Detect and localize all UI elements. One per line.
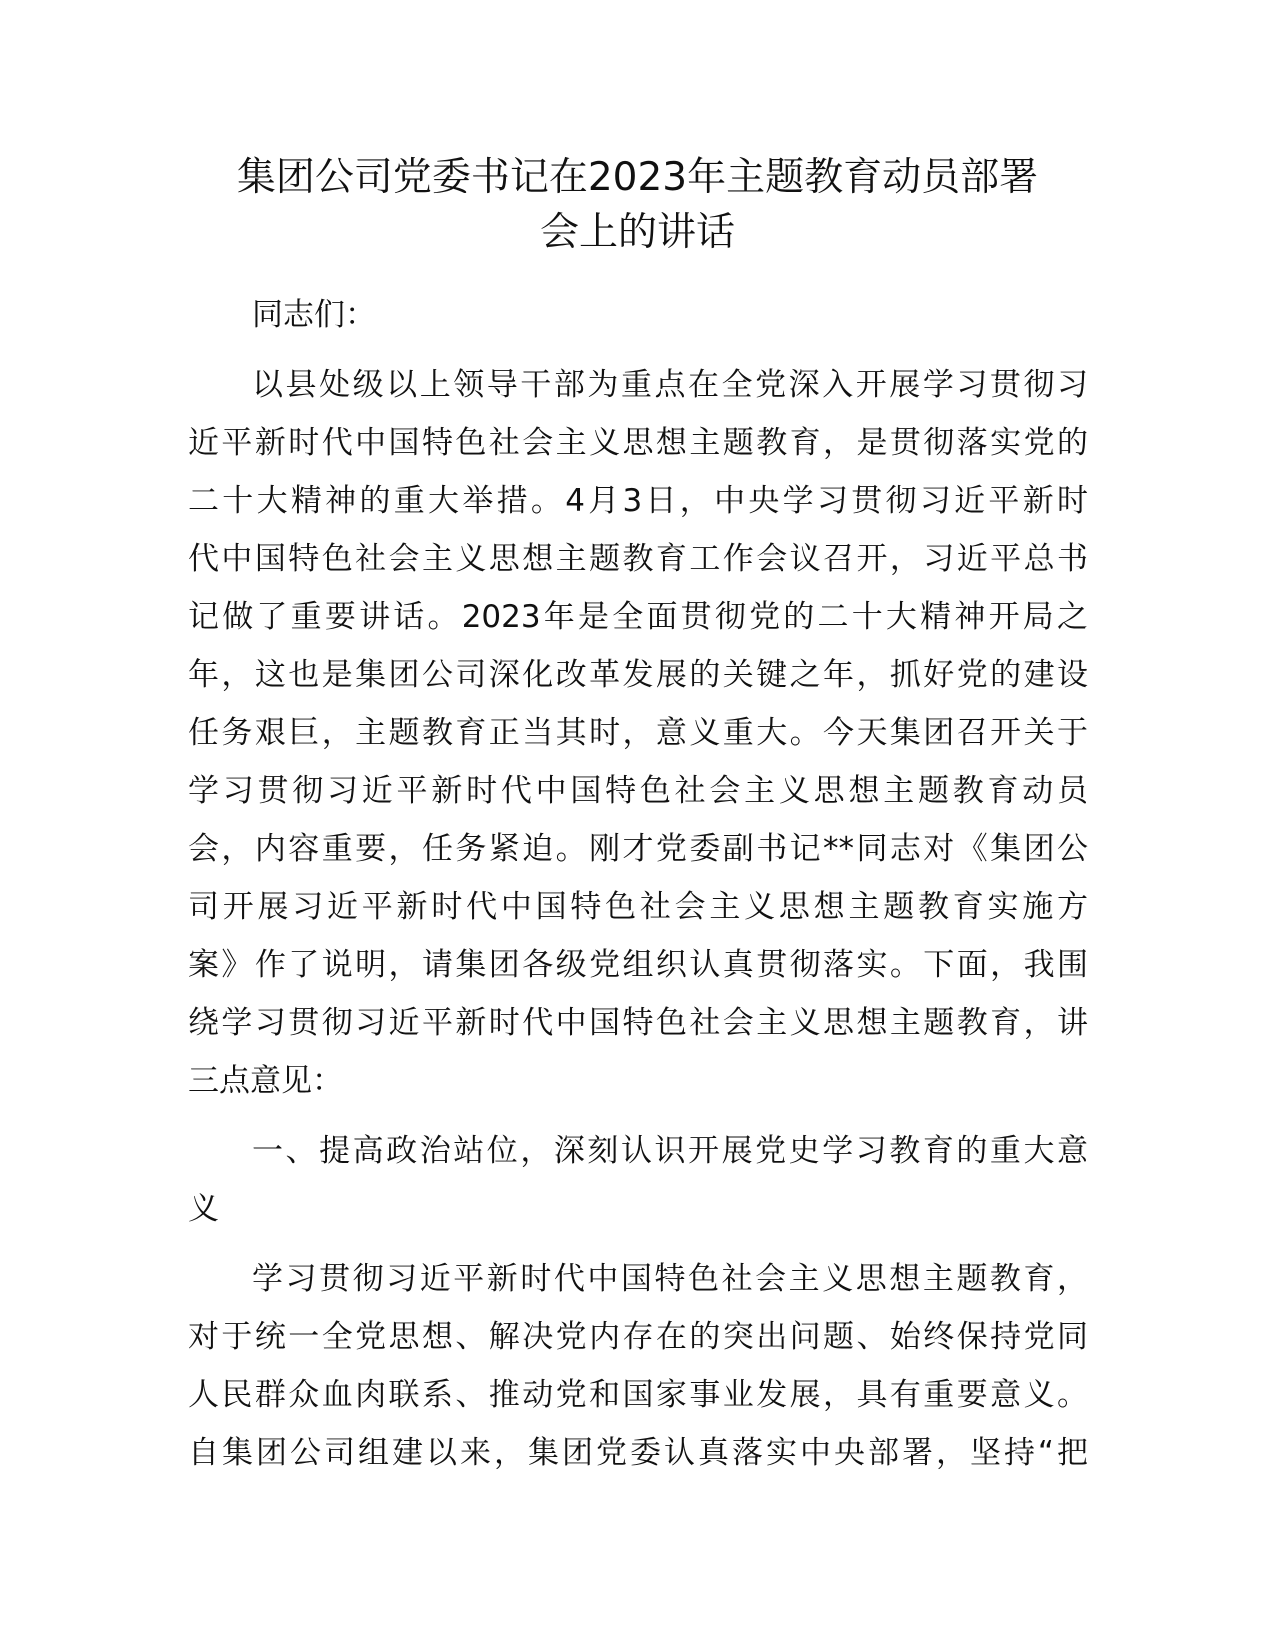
paragraph-line: 以县处级以上领导干部为重点在全党深入开展学习贯彻习 [252, 367, 1088, 403]
heading-line: 一、提高政治站位，深刻认识开展党史学习教育的重大意 [252, 1133, 1088, 1169]
salutation [188, 286, 1088, 344]
paragraph-line: 案》作了说明，请集团各级党组织认真贯彻落实。下面，我围 [188, 947, 1088, 983]
section-heading-1 [188, 1122, 1088, 1238]
paragraph-line: 对于统一全党思想、解决党内存在的突出问题、始终保持党同 [188, 1319, 1088, 1355]
paragraph-line: 会，内容重要，任务紧迫。刚才党委副书记**同志对《集团公 [188, 831, 1088, 867]
paragraph-line: 记做了重要讲话。2023年是全面贯彻党的二十大精神开局之 [188, 599, 1088, 635]
paragraph-line: 代中国特色社会主义思想主题教育工作会议召开，习近平总书 [188, 541, 1088, 577]
paragraph-line: 绕学习贯彻习近平新时代中国特色社会主义思想主题教育，讲 [188, 1005, 1088, 1041]
paragraph-significance [188, 1250, 1088, 1482]
paragraph-line: 近平新时代中国特色社会主义思想主题教育，是贯彻落实党的 [188, 425, 1088, 461]
title-line-2: 会上的讲话 [539, 210, 735, 255]
document-title [180, 150, 1095, 260]
paragraph-line: 自集团公司组建以来，集团党委认真落实中央部署，坚持“把 [188, 1435, 1088, 1471]
salutation-text: 同志们： [252, 297, 376, 333]
heading-line: 义 [188, 1191, 219, 1227]
paragraph-line: 年，这也是集团公司深化改革发展的关键之年，抓好党的建设 [188, 657, 1088, 693]
paragraph-line: 学习贯彻习近平新时代中国特色社会主义思想主题教育动员 [188, 773, 1088, 809]
paragraph-line: 二十大精神的重大举措。4月3日，中央学习贯彻习近平新时 [188, 483, 1088, 519]
document-body [188, 286, 1088, 1494]
paragraph-intro [188, 356, 1088, 1110]
paragraph-line: 人民群众血肉联系、推动党和国家事业发展，具有重要意义。 [188, 1377, 1088, 1413]
paragraph-line: 学习贯彻习近平新时代中国特色社会主义思想主题教育， [252, 1261, 1088, 1297]
title-line-1: 集团公司党委书记在2023年主题教育动员部署 [236, 155, 1039, 200]
paragraph-line: 司开展习近平新时代中国特色社会主义思想主题教育实施方 [188, 889, 1088, 925]
paragraph-line: 三点意见： [188, 1063, 343, 1099]
paragraph-line: 任务艰巨，主题教育正当其时，意义重大。今天集团召开关于 [188, 715, 1088, 751]
